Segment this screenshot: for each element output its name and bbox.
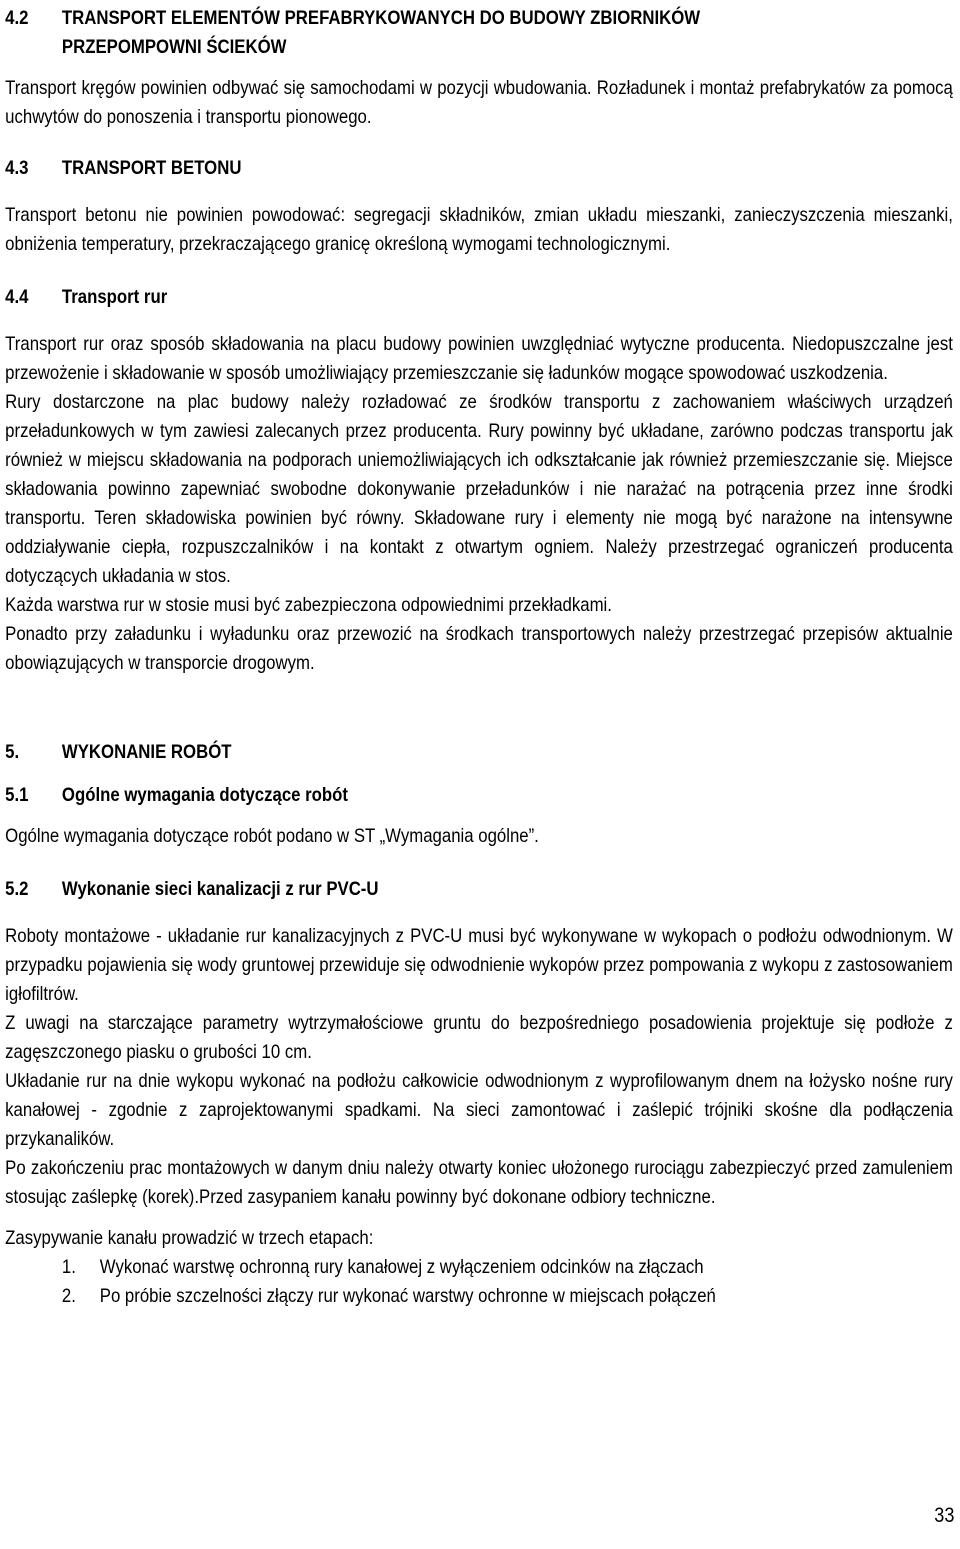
paragraph: Ogólne wymagania dotyczące robót podano w ST „Wymagania ogólne”.	[5, 825, 539, 847]
paragraph: Transport kręgów powinien odbywać się samochodami w pozycji wbudowania. Rozładunek i montaż prefabrykatów za pomocą uchwytów do ponoszenia i transportu pionowego.	[5, 77, 953, 128]
section-heading-5-2	[5, 875, 953, 904]
section-title: Ogólne wymagania dotyczące robót	[61, 784, 349, 806]
paragraph: Zasypywanie kanału prowadzić w trzech etapach:	[5, 1227, 374, 1249]
section-number: 5.2	[5, 878, 29, 900]
paragraph: Ponadto przy załadunku i wyładunku oraz przewozić na środkach transportowych należy przestrzegać przepisów aktualnie obowiązujących w transporcie drogowym.	[5, 623, 953, 674]
section-number: 4.2	[5, 7, 29, 29]
paragraph: Każda warstwa rur w stosie musi być zabezpieczona odpowiednimi przekładkami.	[5, 594, 612, 616]
section-title: TRANSPORT ELEMENTÓW PREFABRYKOWANYCH DO BUDOWY ZBIORNIKÓW PRZEPOMPOWNI ŚCIEKÓW	[61, 7, 701, 58]
paragraph: Z uwagi na starczające parametry wytrzymałościowe gruntu do bezpośredniego posadowienia projektuje się podłoże z zagęszczonego piasku o grubości 10 cm.	[5, 1012, 953, 1063]
section-number: 5.	[5, 741, 20, 763]
paragraph: Roboty montażowe - układanie rur kanalizacyjnych z PVC-U musi być wykonywane w wykopach o podłożu odwodnionym. W przypadku pojawienia się wody gruntowej przewiduje się odwodnienie wykopów przez pompowania z wykopu z zastosowaniem igłofiltrów.	[5, 925, 953, 1005]
list-item	[5, 1253, 953, 1282]
list-item-number: 2.	[61, 1285, 76, 1307]
paragraph: Po zakończeniu prac montażowych w danym dniu należy otwarty koniec ułożonego rurociągu zabezpieczyć przed zamuleniem stosując zaślepkę (korek).Przed zasypaniem kanału powinny być dokonane odbiory techniczne.	[5, 1157, 953, 1208]
section-heading-5	[5, 738, 953, 767]
section-heading-4-2	[5, 4, 953, 62]
section-heading-5-1	[5, 781, 953, 810]
paragraph: Transport rur oraz sposób składowania na placu budowy powinien uwzględniać wytyczne producenta. Niedopuszczalne jest przewożenie i składowanie w sposób umożliwiający przemieszczanie się ładunków mogące spowodować uszkodzenia.	[5, 333, 953, 384]
section-title: TRANSPORT BETONU	[61, 157, 242, 179]
section-heading-4-4	[5, 283, 953, 312]
page-number: 33	[933, 1504, 954, 1527]
section-number: 4.3	[5, 157, 29, 179]
section-number: 5.1	[5, 784, 29, 806]
section-title: Transport rur	[61, 286, 168, 308]
list-item-text: Po próbie szczelności złączy rur wykonać warstwy ochronne w miejscach połączeń	[99, 1285, 716, 1307]
list-item	[5, 1282, 953, 1311]
section-title: Wykonanie sieci kanalizacji z rur PVC-U	[61, 878, 379, 900]
paragraph: Transport betonu nie powinien powodować: segregacji składników, zmian układu mieszanki, zanieczyszczenia mieszanki, obniżenia temperatury, przekraczającego granicę określoną wymogami technologicznymi.	[5, 204, 953, 255]
paragraph: Układanie rur na dnie wykopu wykonać na podłożu całkowicie odwodnionym z wyprofilowanym dnem na łożysko nośne rury kanałowej - zgodnie z zaprojektowanymi spadkami. Na sieci zamontować i zaślepić trójniki skośne dla podłączenia przykanalików.	[5, 1070, 953, 1150]
section-heading-4-3	[5, 154, 953, 183]
numbered-list	[5, 1253, 953, 1311]
list-item-text: Wykonać warstwę ochronną rury kanałowej z wyłączeniem odcinków na złączach	[99, 1256, 704, 1278]
section-title: WYKONANIE ROBÓT	[61, 741, 232, 763]
paragraph: Rury dostarczone na plac budowy należy rozładować ze środków transportu z zachowaniem właściwych urządzeń przeładunkowych w tym zawiesi zalecanych przez producenta. Rury powinny być układane, zarówno podczas transportu jak również w miejscu składowania na podporach uniemożliwiających ich odkształcanie jak również przemieszczanie się. Miejsce składowania powinno zapewniać swobodne dokonywanie przeładunków i nie narażać na potrącenia przez inne środki transportu. Teren składowiska powinien być równy. Składowane rury i elementy nie mogą być narażone na intensywne oddziaływanie ciepła, rozpuszczalników i na kontakt z otwartym ogniem. Należy przestrzegać ograniczeń producenta dotyczących układania w stos.	[5, 391, 953, 587]
list-item-number: 1.	[61, 1256, 76, 1278]
section-number: 4.4	[5, 286, 29, 308]
